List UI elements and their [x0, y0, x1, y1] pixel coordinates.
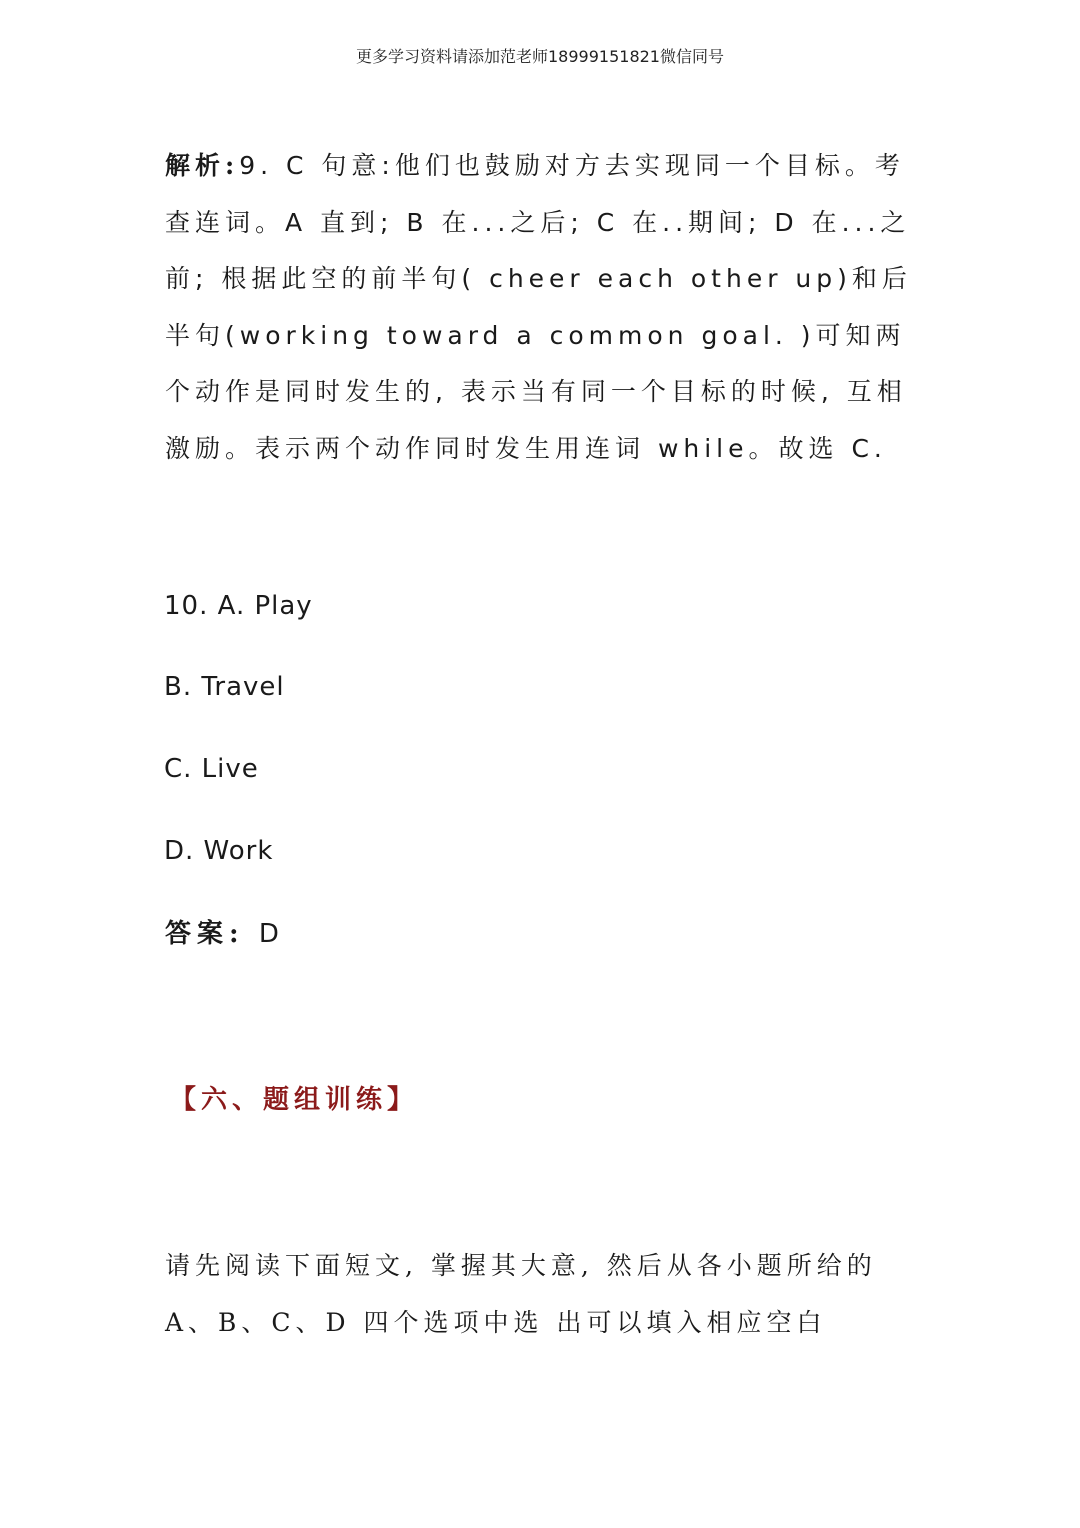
- section-title: 【六、题组训练】: [170, 1085, 419, 1115]
- analysis-paragraph: [165, 138, 915, 477]
- answer-value: D: [258, 919, 285, 949]
- answer-line: [165, 914, 285, 954]
- instruction-paragraph: 请先阅读下面短文, 掌握其大意, 然后从各小题所给的 A、B、C、D 四个选项中选 出可以填入相应空白: [165, 1251, 877, 1337]
- answer-label: 答案:: [165, 919, 245, 949]
- analysis-text: 9. C 句意:他们也鼓励对方去实现同一个目标。考查连词。A 直到; B 在...之后; C 在..期间; D 在...之前; 根据此空的前半句( cheer each other up)和后半句(working toward a common goal. )可知两个动作是同时发生的, 表示当有同一个目标的时候, 互相激励。表示两个动作同时发生用连词 while。故选 C.: [165, 151, 912, 463]
- option-b: B. Travel: [164, 672, 285, 702]
- option-a: 10. A. Play: [164, 591, 313, 621]
- analysis-label: 解析:: [165, 151, 240, 180]
- option-d: D. Work: [164, 836, 274, 866]
- page-header: 更多学习资料请添加范老师18999151821微信同号: [356, 47, 724, 66]
- option-c: C. Live: [164, 754, 259, 784]
